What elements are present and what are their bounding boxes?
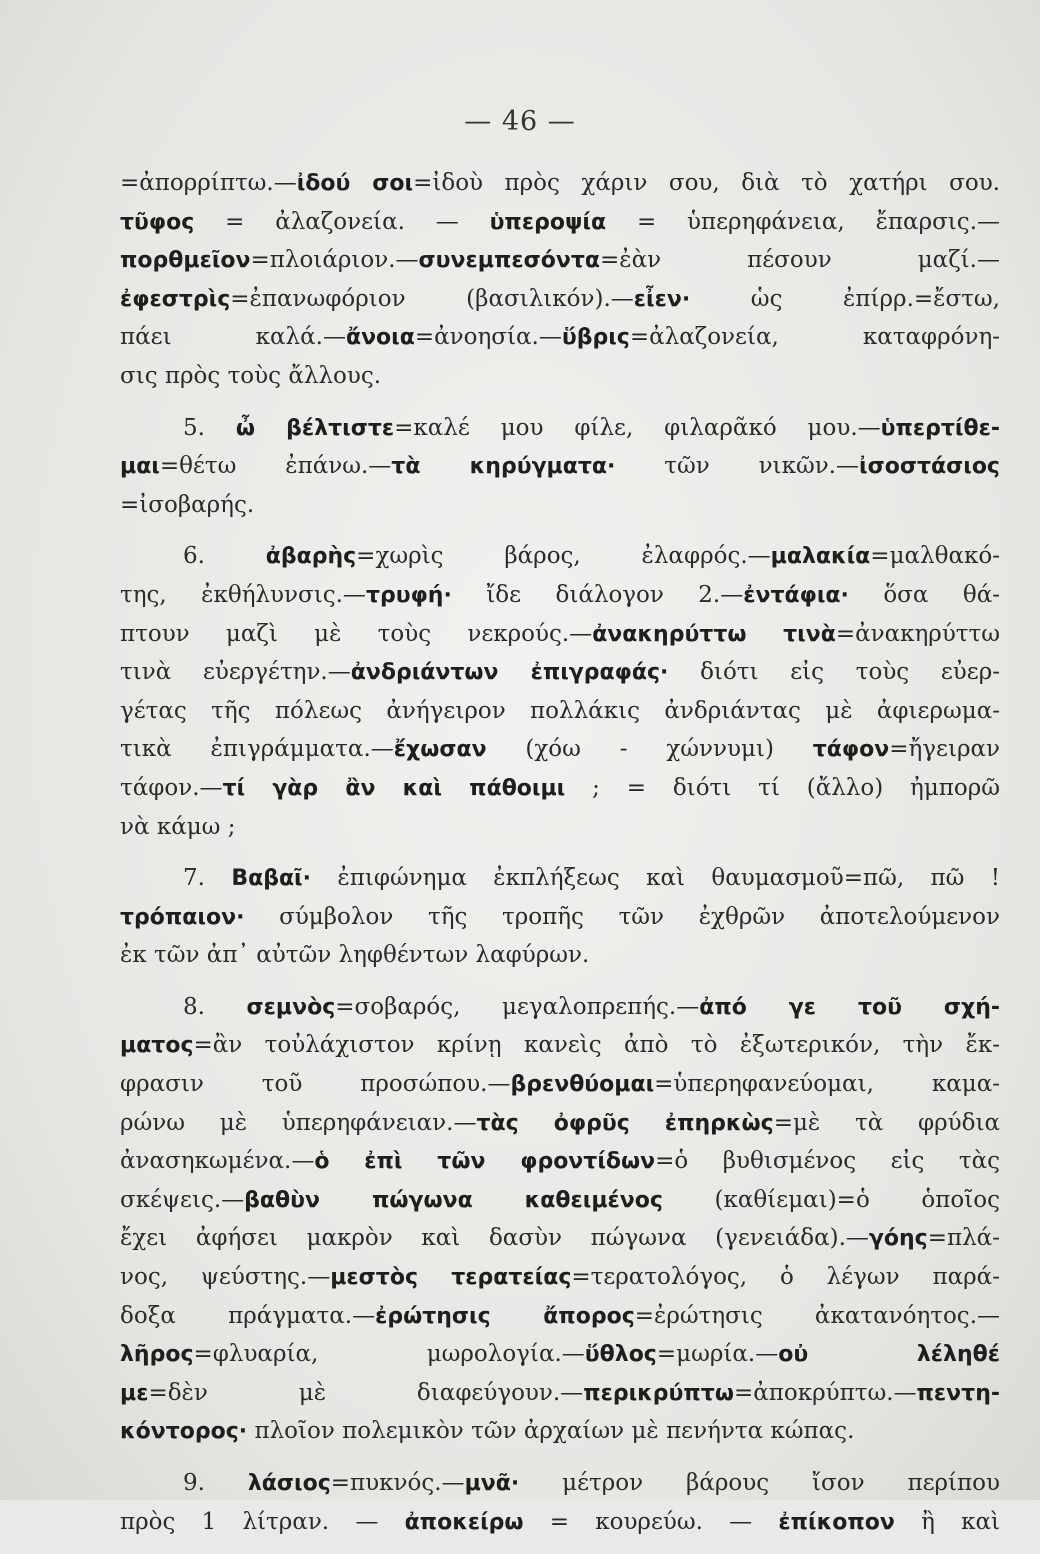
definition-text: ρώνω μὲ ὑπερηφάνειαν.— <box>120 1109 477 1136</box>
headword: ὁ ἐπὶ τῶν φροντίδων <box>314 1149 656 1175</box>
definition-text: διότι εἰς τοὺς εὐερ- <box>668 659 1000 686</box>
definition-text: γέτας τῆς πόλεως ἀνήγειρον πολλάκις ἀνδριάντας μὲ ἀφιερωμα- <box>120 697 1000 724</box>
text-line <box>120 1374 1000 1413</box>
definition-text: =ἂν τοὐλάχιστον κρίνῃ κανεὶς ἀπὸ τὸ ἐξωτερικόν, τὴν ἔκ- <box>193 1032 1000 1059</box>
definition-text: μέτρον βάρους ἴσον περίπου <box>519 1470 1000 1496</box>
headword: τρόπαιον· <box>120 904 245 930</box>
text-line <box>120 1219 1000 1258</box>
headword: τὰ κηρύγματα· <box>391 454 616 480</box>
text-line <box>120 692 1000 731</box>
glossary-paragraph <box>120 537 1000 846</box>
headword: ματος <box>120 1033 194 1059</box>
headword: γόης <box>868 1226 928 1252</box>
headword: περικρύπτω <box>583 1380 734 1406</box>
text-line <box>120 1297 1000 1336</box>
definition-text: =φλυαρία, μωρολογία.— <box>193 1341 585 1368</box>
text-line <box>120 1065 1000 1104</box>
glossary-paragraph <box>120 164 1000 396</box>
headword: πεντη- <box>916 1380 1000 1406</box>
definition-text: δοξα πράγματα.— <box>120 1302 376 1329</box>
definition-text: 7. <box>183 865 232 892</box>
definition-text: ὡς ἐπίρρ.=ἔστω, <box>690 285 1000 312</box>
definition-text: =μὲ τὰ φρύδια <box>773 1109 1000 1136</box>
definition-text: =μαλθακό- <box>870 543 1000 570</box>
definition-text: πρὸς 1 λίτραν. — <box>120 1508 405 1535</box>
text-line <box>120 318 1000 357</box>
headword: οὐ λέληθέ <box>778 1342 1000 1368</box>
text-line <box>120 1503 1000 1542</box>
headword: ὕβρις <box>561 325 630 351</box>
definition-text: νος, ψεύστης.— <box>120 1264 331 1291</box>
definition-text: πλοῖον πολεμικὸν τῶν ἀρχαίων μὲ πενήντα κώπας. <box>247 1418 855 1445</box>
definition-text: ἐκ τῶν ἀπ᾽ αὐτῶν ληφθέντων λαφύρων. <box>120 942 590 969</box>
headword: μαι <box>120 454 160 480</box>
headword: ἐπίκοπον <box>778 1509 895 1535</box>
text-line <box>120 615 1000 654</box>
text-line <box>120 988 1000 1027</box>
definition-text: =ὑπερηφανεύομαι, καμα- <box>654 1071 1000 1098</box>
definition-text: τῶν νικῶν.— <box>615 453 859 480</box>
text-line <box>120 164 1000 203</box>
definition-text: =πλά- <box>927 1225 1000 1252</box>
text-line <box>120 730 1000 769</box>
headword: ἐντάφια· <box>743 582 849 608</box>
headword: τάφον <box>812 737 890 763</box>
headword: ὕθλος <box>584 1342 657 1368</box>
definition-text: =ἤγειραν <box>889 736 1000 763</box>
definition-text: ἀνασηκωμένα.— <box>120 1148 315 1175</box>
definition-text: =ἀνοησία.— <box>414 324 562 351</box>
headword: τρυφή· <box>365 582 452 608</box>
definition-text: ἴδε διάλογον 2.— <box>451 581 744 608</box>
definition-text: = ἀλαζονεία. — <box>194 208 490 235</box>
text-line <box>120 1412 1000 1451</box>
glossary-paragraph <box>120 988 1000 1451</box>
headword: ἀβαρὴς <box>265 544 357 570</box>
headword: σεμνὸς <box>246 994 336 1020</box>
headword: μαλακία <box>770 544 871 570</box>
text-line <box>120 576 1000 615</box>
definition-text: =ἀπορρίπτω.— <box>120 170 297 196</box>
definition-text: =χωρὶς βάρος, ἐλαφρός.— <box>356 543 771 570</box>
headword: ἰσοστάσιος <box>859 454 1000 480</box>
text-line <box>120 769 1000 808</box>
text-line <box>120 653 1000 692</box>
headword: Βαβαῖ· <box>231 866 311 892</box>
definition-text: τάφον.— <box>120 774 223 801</box>
text-line <box>120 409 1000 448</box>
definition-text: ὅσα θά- <box>848 581 1000 608</box>
headword: πορθμεῖον <box>120 248 251 274</box>
headword: ἀπό γε τοῦ σχή- <box>699 994 1000 1020</box>
headword: ὑπεροψία <box>489 209 607 235</box>
text-line <box>120 241 1000 280</box>
headword: μνᾶ· <box>464 1471 520 1496</box>
definition-text: ; = διότι τί (ἄλλο) ἠμπορῶ <box>565 774 1000 801</box>
definition-text: =ἐρώτησις ἀκατανόητος.— <box>634 1302 1000 1329</box>
headword: συνεμπεσόντα <box>418 248 600 274</box>
headword: βρενθύομαι <box>510 1072 655 1098</box>
text-line <box>120 1181 1000 1220</box>
glossary-paragraph <box>120 409 1000 525</box>
definition-text: 6. <box>183 543 266 570</box>
headword: τὰς ὀφρῦς ἐπηρκὼς <box>476 1110 774 1136</box>
definition-text: =θέτω ἐπάνω.— <box>159 453 392 480</box>
definition-text: σις πρὸς τοὺς ἄλλους. <box>120 362 382 389</box>
text-line <box>120 936 1000 975</box>
text-line <box>120 486 1000 525</box>
text-line <box>120 1464 1000 1503</box>
definition-text: =μωρία.— <box>656 1341 779 1368</box>
definition-text: =ἐπανωφόριον (βασιλικόν).— <box>230 285 634 312</box>
definition-text: (καθίεμαι)=ὁ ὁποῖος <box>662 1186 1000 1213</box>
text-line <box>120 203 1000 242</box>
glossary-text <box>120 164 1000 1554</box>
definition-text: =ἰσοβαρής. <box>120 491 255 518</box>
glossary-paragraph <box>120 859 1000 975</box>
definition-text: =ὁ βυθισμένος εἰς τὰς <box>655 1148 1000 1175</box>
headword: βαθὺν πώγωνα καθειμένος <box>244 1187 663 1213</box>
definition-text: (χόω - χώννυμι) <box>486 736 813 763</box>
text-line <box>120 537 1000 576</box>
headword: ἀποκείρω <box>404 1509 524 1535</box>
text-line <box>120 357 1000 396</box>
definition-text: πτουν μαζὶ μὲ τοὺς νεκρούς.— <box>120 620 593 647</box>
text-line <box>120 1258 1000 1297</box>
headword: ἰδού σοι <box>296 171 414 196</box>
headword: τῦφος <box>120 209 195 235</box>
definition-text: =ἀποκρύπτω.— <box>733 1379 917 1406</box>
text-line <box>120 808 1000 847</box>
text-line <box>120 898 1000 937</box>
headword: μεστὸς τερατείας <box>330 1265 572 1291</box>
definition-text: =ἐὰν πέσουν μαζί.— <box>600 247 1000 274</box>
headword: ἀνακηρύττω τινὰ <box>592 621 836 647</box>
definition-text: της, ἐκθήλυνσις.— <box>120 581 366 608</box>
definition-text: νὰ κάμω ; <box>120 813 236 840</box>
headword: ἐφεστρὶς <box>120 286 231 312</box>
text-line <box>120 859 1000 898</box>
definition-text: ἔχει ἀφήσει μακρὸν καὶ δασὺν πώγωνα (γενειάδα).— <box>120 1225 869 1252</box>
definition-text: ἐπιφώνημα ἐκπλήξεως καὶ θαυμασμοῦ=πῶ, πῶ ! <box>311 865 1000 892</box>
definition-text: =πλοιάριον.— <box>250 247 419 274</box>
definition-text: =ἀνακηρύττω <box>835 620 1000 647</box>
text-line <box>120 1142 1000 1181</box>
headword: ἄνοια <box>345 325 415 351</box>
headword: ἔχωσαν <box>393 737 487 763</box>
definition-text: ἢ καὶ <box>894 1508 1000 1535</box>
definition-text: =σοβαρός, μεγαλοπρεπής.— <box>335 993 700 1020</box>
definition-text: =πυκνός.— <box>330 1470 465 1496</box>
definition-text: = ὑπερηφάνεια, ἔπαρσις.— <box>606 208 1000 235</box>
text-line <box>120 1026 1000 1065</box>
definition-text: = κουρεύω. — <box>523 1508 779 1535</box>
definition-text: =ἀλαζονεία, καταφρόνη- <box>629 324 1000 351</box>
definition-text: =τερατολόγος, ὁ λέγων παρά- <box>571 1264 1000 1291</box>
headword: ὑπερτίθε- <box>880 415 1000 441</box>
definition-text: σύμβολον τῆς τροπῆς τῶν ἐχθρῶν ἀποτελούμενον <box>244 903 1000 930</box>
headword: λάσιος <box>247 1471 331 1496</box>
definition-text: 9. <box>183 1470 248 1496</box>
headword: ὦ βέλτιστε <box>235 415 395 441</box>
headword: με <box>120 1380 149 1406</box>
definition-text: φρασιν τοῦ προσώπου.— <box>120 1071 511 1098</box>
headword: ἀνδριάντων ἐπιγραφάς· <box>350 660 669 686</box>
headword: ἐρώτησις ἄπορος <box>375 1303 635 1329</box>
definition-text: 8. <box>183 993 247 1020</box>
definition-text: =καλέ μου φίλε, φιλαρᾶκό μου.— <box>394 414 881 441</box>
text-line <box>120 280 1000 319</box>
headword: τί γὰρ ἂν καὶ πάθοιμι <box>222 775 566 801</box>
text-line <box>120 1335 1000 1374</box>
definition-text: =ἰδοὺ πρὸς χάριν σου, διὰ τὸ χατήρι σου. <box>413 170 1000 196</box>
definition-text: σκέψεις.— <box>120 1186 245 1213</box>
headword: κόντορος· <box>120 1419 248 1445</box>
definition-text: =δὲν μὲ διαφεύγουν.— <box>148 1379 584 1406</box>
headword: λῆρος <box>120 1342 194 1368</box>
headword: εἶεν· <box>633 286 691 312</box>
definition-text: πάει καλά.— <box>120 324 346 351</box>
definition-text: 5. <box>183 414 236 441</box>
text-line <box>120 447 1000 486</box>
definition-text: τινὰ εὐεργέτην.— <box>120 659 351 686</box>
definition-text: τικὰ ἐπιγράμματα.— <box>120 736 394 763</box>
glossary-paragraph <box>120 1464 1000 1541</box>
text-line <box>120 1104 1000 1143</box>
page-number: — 46 — <box>464 106 576 137</box>
